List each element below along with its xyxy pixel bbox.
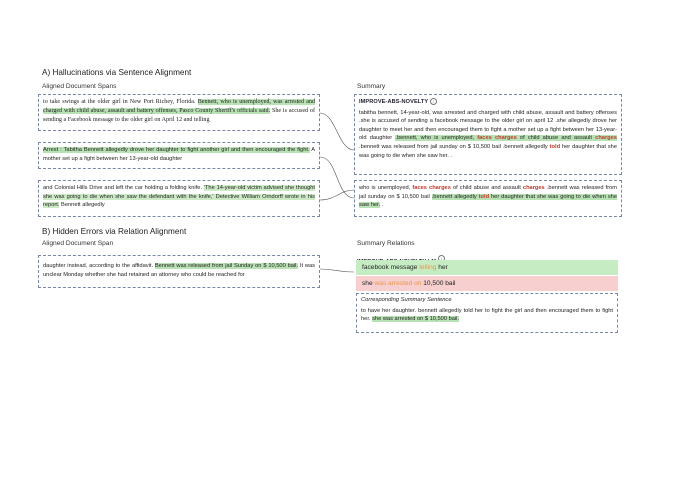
doc1-text: to take swings at the older girl in New Port Richey, Florida. (43, 99, 198, 105)
hallucination-told: told (549, 143, 561, 150)
relation-facebook-telling (356, 260, 618, 275)
relation-object: her (438, 264, 448, 271)
corresponding-summary-box (356, 293, 618, 333)
connector-1 (320, 113, 354, 150)
hallucination-faces-charges: faces charges (477, 135, 517, 142)
section-b-title: B) Hidden Errors via Relation Alignment (42, 227, 187, 236)
info-icon[interactable]: i (430, 98, 437, 105)
summary-label: Summary (357, 83, 386, 90)
corresponding-text: to have her daughter. bennett allegedly told her to fight the girl and then encouraged them to fight her. (361, 307, 613, 323)
doc1-text-tail: She is accused of sending a Facebook message to the older girl on April 12 and telling (43, 107, 315, 123)
doc3-text-tail: Bennett allegedly (59, 202, 105, 209)
docb-highlight: Bennett was released from jail Sunday on $ 10,500 bail. (154, 263, 299, 269)
section-a-title: A) Hallucinations via Sentence Alignment (42, 68, 192, 77)
summary-relations-label: Summary Relations (357, 240, 415, 247)
hallucination-told: told (478, 193, 490, 200)
docb-text-tail: It was unclear Monday whether she had retained an attorney who could be reached for (43, 263, 315, 278)
relation-subject: she (362, 280, 373, 287)
summary-text: who is unemployed, (359, 185, 413, 191)
summary-text: of child abuse and assault (450, 185, 523, 191)
summary-text: .bennett was released from jail sunday on $ 10,500 bail .bennett allegedly (359, 143, 550, 150)
doc3-highlight: 'The 14-year-old victim advised she thought she was going to die when she saw the defendant with the knife,' Detective William Orndorff wrote in his report. (43, 185, 315, 209)
aligned-document-spans-label: Aligned Document Spans (42, 83, 117, 90)
relation-she-arrested (356, 276, 618, 291)
document-span-b (38, 255, 320, 288)
summary-highlight: of child abuse and assault (516, 135, 596, 142)
doc3-text: and Colonial Hills Drive and left the car holding a folding knife. (43, 185, 204, 191)
doc2-highlight: Arrest : Tabitha Bennett allegedly drove her daughter to fight another girl and then encouraged the fight. (43, 147, 310, 153)
corresponding-summary-label: Corresponding Summary Sentence (361, 297, 452, 303)
aligned-document-span-label: Aligned Document Span (42, 240, 114, 247)
connector-2 (320, 157, 354, 198)
summary-highlight: .bennett allegedly (431, 193, 479, 200)
relation-predicate: was arrested on (374, 280, 422, 287)
hallucination-faces-charges: faces charges (412, 185, 451, 191)
connector-3 (320, 190, 354, 200)
summary-text: . (380, 202, 384, 209)
doc1-highlight: Bennett, who is unemployed, was arrested and charged with child abuse, assault and battery offenses, Pasco County Sheriff's officials said. (43, 99, 315, 114)
connector-4 (320, 269, 354, 272)
hallucination-charges: charges (595, 135, 617, 142)
doc2-text: A mother set up a fight between her 13-year-old daughter (43, 147, 315, 162)
info-icon[interactable]: i (438, 255, 445, 262)
corresponding-highlight: she was arrested on $ 10,500 bail. (372, 316, 460, 323)
docb-text: daughter instead, according to the affidavit. (43, 263, 155, 269)
relation-object: 10,500 bail (423, 280, 456, 287)
relation-subject: facebook message (362, 264, 418, 271)
hallucination-charges: charges (522, 185, 545, 191)
summary-text: her daughter that she was going to die when she saw her. . (359, 143, 617, 159)
summary-text: tabitha bennett, 14-year-old, was arrested and charged with child abuse, assault and battery offenses .she is accused of sending a facebook message to the older girl on april 12 .she allegedly drove her daughter to meet her and then encouraged them to fight a mother set up a fight between her 13-year-old daughter (359, 109, 617, 142)
summary-highlight: .bennett, who is unemployed, (395, 135, 478, 142)
relation-predicate: telling (419, 264, 437, 271)
summary-highlight: her daughter that she was going to die when she saw her. (359, 193, 617, 209)
model-name: IMPROVE-ABS-NOVELTY (359, 99, 429, 105)
summary-text: .bennett was released from jail sunday on $ 10,500 bail (359, 185, 617, 200)
